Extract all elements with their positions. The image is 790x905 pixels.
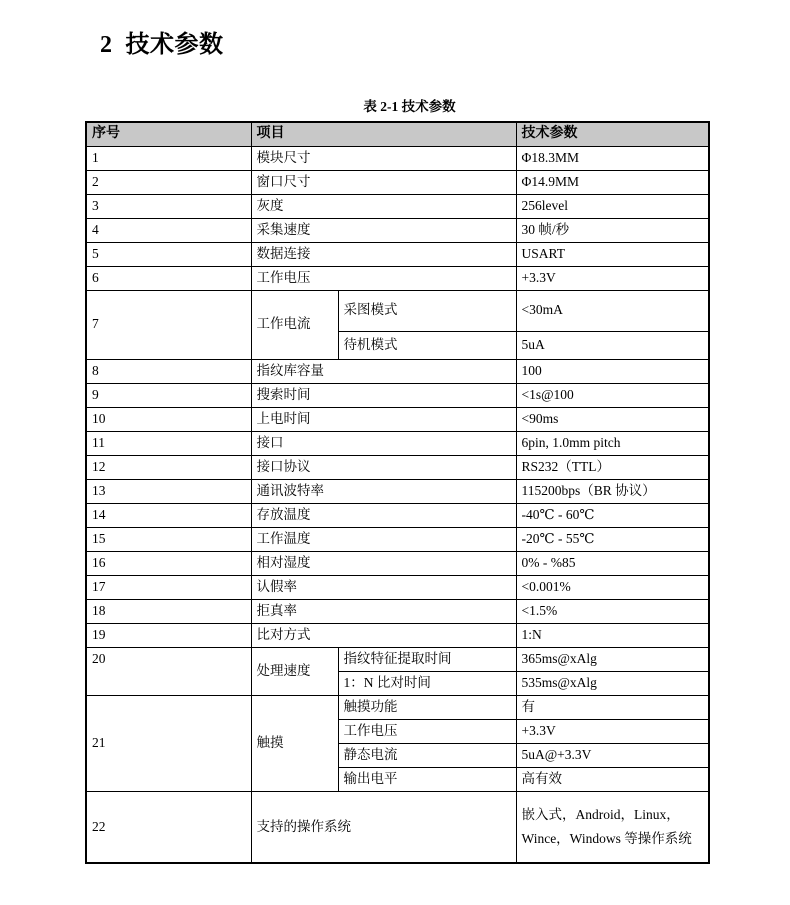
cell-no: 7 [86, 290, 251, 359]
cell-no: 13 [86, 479, 251, 503]
cell-param: <1.5% [516, 599, 709, 623]
cell-subitem: 触摸功能 [338, 695, 516, 719]
cell-no: 15 [86, 527, 251, 551]
cell-param: <90ms [516, 407, 709, 431]
table-row [86, 359, 709, 383]
table-row [86, 146, 709, 170]
cell-param: Φ14.9MM [516, 170, 709, 194]
table-row [86, 455, 709, 479]
cell-item: 窗口尺寸 [251, 170, 516, 194]
cell-param: 有 [516, 695, 709, 719]
cell-item: 相对湿度 [251, 551, 516, 575]
cell-subitem: 采图模式 [338, 290, 516, 331]
cell-param: 6pin, 1.0mm pitch [516, 431, 709, 455]
cell-param: +3.3V [516, 266, 709, 290]
cell-param: <0.001% [516, 575, 709, 599]
cell-group: 触摸 [251, 695, 338, 791]
cell-item: 数据连接 [251, 242, 516, 266]
cell-no: 5 [86, 242, 251, 266]
cell-param: RS232（TTL） [516, 455, 709, 479]
cell-no: 8 [86, 359, 251, 383]
cell-param: 5uA [516, 331, 709, 359]
header-no: 序号 [86, 122, 251, 146]
document-page [0, 24, 790, 905]
cell-item: 工作温度 [251, 527, 516, 551]
cell-item: 接口协议 [251, 455, 516, 479]
table-row [86, 431, 709, 455]
cell-item: 上电时间 [251, 407, 516, 431]
tech-params-table [85, 121, 710, 864]
table-row-merged [86, 290, 709, 331]
cell-subitem: 工作电压 [338, 719, 516, 743]
cell-no: 10 [86, 407, 251, 431]
table-row [86, 407, 709, 431]
cell-param: 30 帧/秒 [516, 218, 709, 242]
cell-param: Φ18.3MM [516, 146, 709, 170]
cell-param: 嵌入式，Android，Linux，Wince，Windows 等操作系统 [516, 791, 709, 863]
cell-no: 6 [86, 266, 251, 290]
cell-no: 11 [86, 431, 251, 455]
table-row [86, 242, 709, 266]
table-row [86, 623, 709, 647]
table-row [86, 551, 709, 575]
cell-item: 接口 [251, 431, 516, 455]
cell-item: 模块尺寸 [251, 146, 516, 170]
table-row [86, 791, 709, 863]
cell-item: 搜索时间 [251, 383, 516, 407]
cell-no: 3 [86, 194, 251, 218]
cell-no: 21 [86, 695, 251, 791]
table-row [86, 266, 709, 290]
cell-item: 指纹库容量 [251, 359, 516, 383]
cell-param: 365ms@xAlg [516, 647, 709, 671]
cell-item: 拒真率 [251, 599, 516, 623]
cell-param: 高有效 [516, 767, 709, 791]
table-row [86, 218, 709, 242]
cell-subitem: 指纹特征提取时间 [338, 647, 516, 671]
table-row [86, 527, 709, 551]
cell-no: 19 [86, 623, 251, 647]
cell-no: 18 [86, 599, 251, 623]
cell-no: 1 [86, 146, 251, 170]
cell-param: 256level [516, 194, 709, 218]
cell-group: 工作电流 [251, 290, 338, 359]
table-row [86, 503, 709, 527]
cell-param: 115200bps（BR 协议） [516, 479, 709, 503]
cell-param: -40℃ - 60℃ [516, 503, 709, 527]
cell-subitem: 待机模式 [338, 331, 516, 359]
cell-no: 14 [86, 503, 251, 527]
table-row [86, 575, 709, 599]
cell-param: 5uA@+3.3V [516, 743, 709, 767]
table-row [86, 194, 709, 218]
cell-item: 支持的操作系统 [251, 791, 516, 863]
header-item: 项目 [251, 122, 516, 146]
cell-subitem: 静态电流 [338, 743, 516, 767]
cell-no: 22 [86, 791, 251, 863]
header-param: 技术参数 [516, 122, 709, 146]
table-header-row [86, 122, 709, 146]
cell-param: 535ms@xAlg [516, 671, 709, 695]
cell-no: 20 [86, 647, 251, 695]
cell-no: 12 [86, 455, 251, 479]
cell-no: 16 [86, 551, 251, 575]
table-row [86, 170, 709, 194]
cell-item: 比对方式 [251, 623, 516, 647]
table-row [86, 479, 709, 503]
cell-item: 存放温度 [251, 503, 516, 527]
cell-param: <30mA [516, 290, 709, 331]
cell-item: 通讯波特率 [251, 479, 516, 503]
cell-subitem: 输出电平 [338, 767, 516, 791]
cell-group: 处理速度 [251, 647, 338, 695]
cell-param: +3.3V [516, 719, 709, 743]
table-row-merged [86, 647, 709, 671]
cell-param: <1s@100 [516, 383, 709, 407]
cell-subitem: 1：N 比对时间 [338, 671, 516, 695]
cell-item: 工作电压 [251, 266, 516, 290]
cell-param: -20℃ - 55℃ [516, 527, 709, 551]
cell-no: 17 [86, 575, 251, 599]
cell-param: 100 [516, 359, 709, 383]
cell-param: USART [516, 242, 709, 266]
table-row [86, 383, 709, 407]
cell-param: 1:N [516, 623, 709, 647]
table-row-merged [86, 695, 709, 719]
table-row [86, 599, 709, 623]
section-heading: 2 技术参数 [100, 32, 224, 58]
cell-no: 4 [86, 218, 251, 242]
cell-item: 采集速度 [251, 218, 516, 242]
cell-no: 9 [86, 383, 251, 407]
table-caption: 表 2-1 技术参数 [363, 99, 456, 114]
cell-param: 0% - %85 [516, 551, 709, 575]
cell-item: 认假率 [251, 575, 516, 599]
cell-item: 灰度 [251, 194, 516, 218]
cell-no: 2 [86, 170, 251, 194]
